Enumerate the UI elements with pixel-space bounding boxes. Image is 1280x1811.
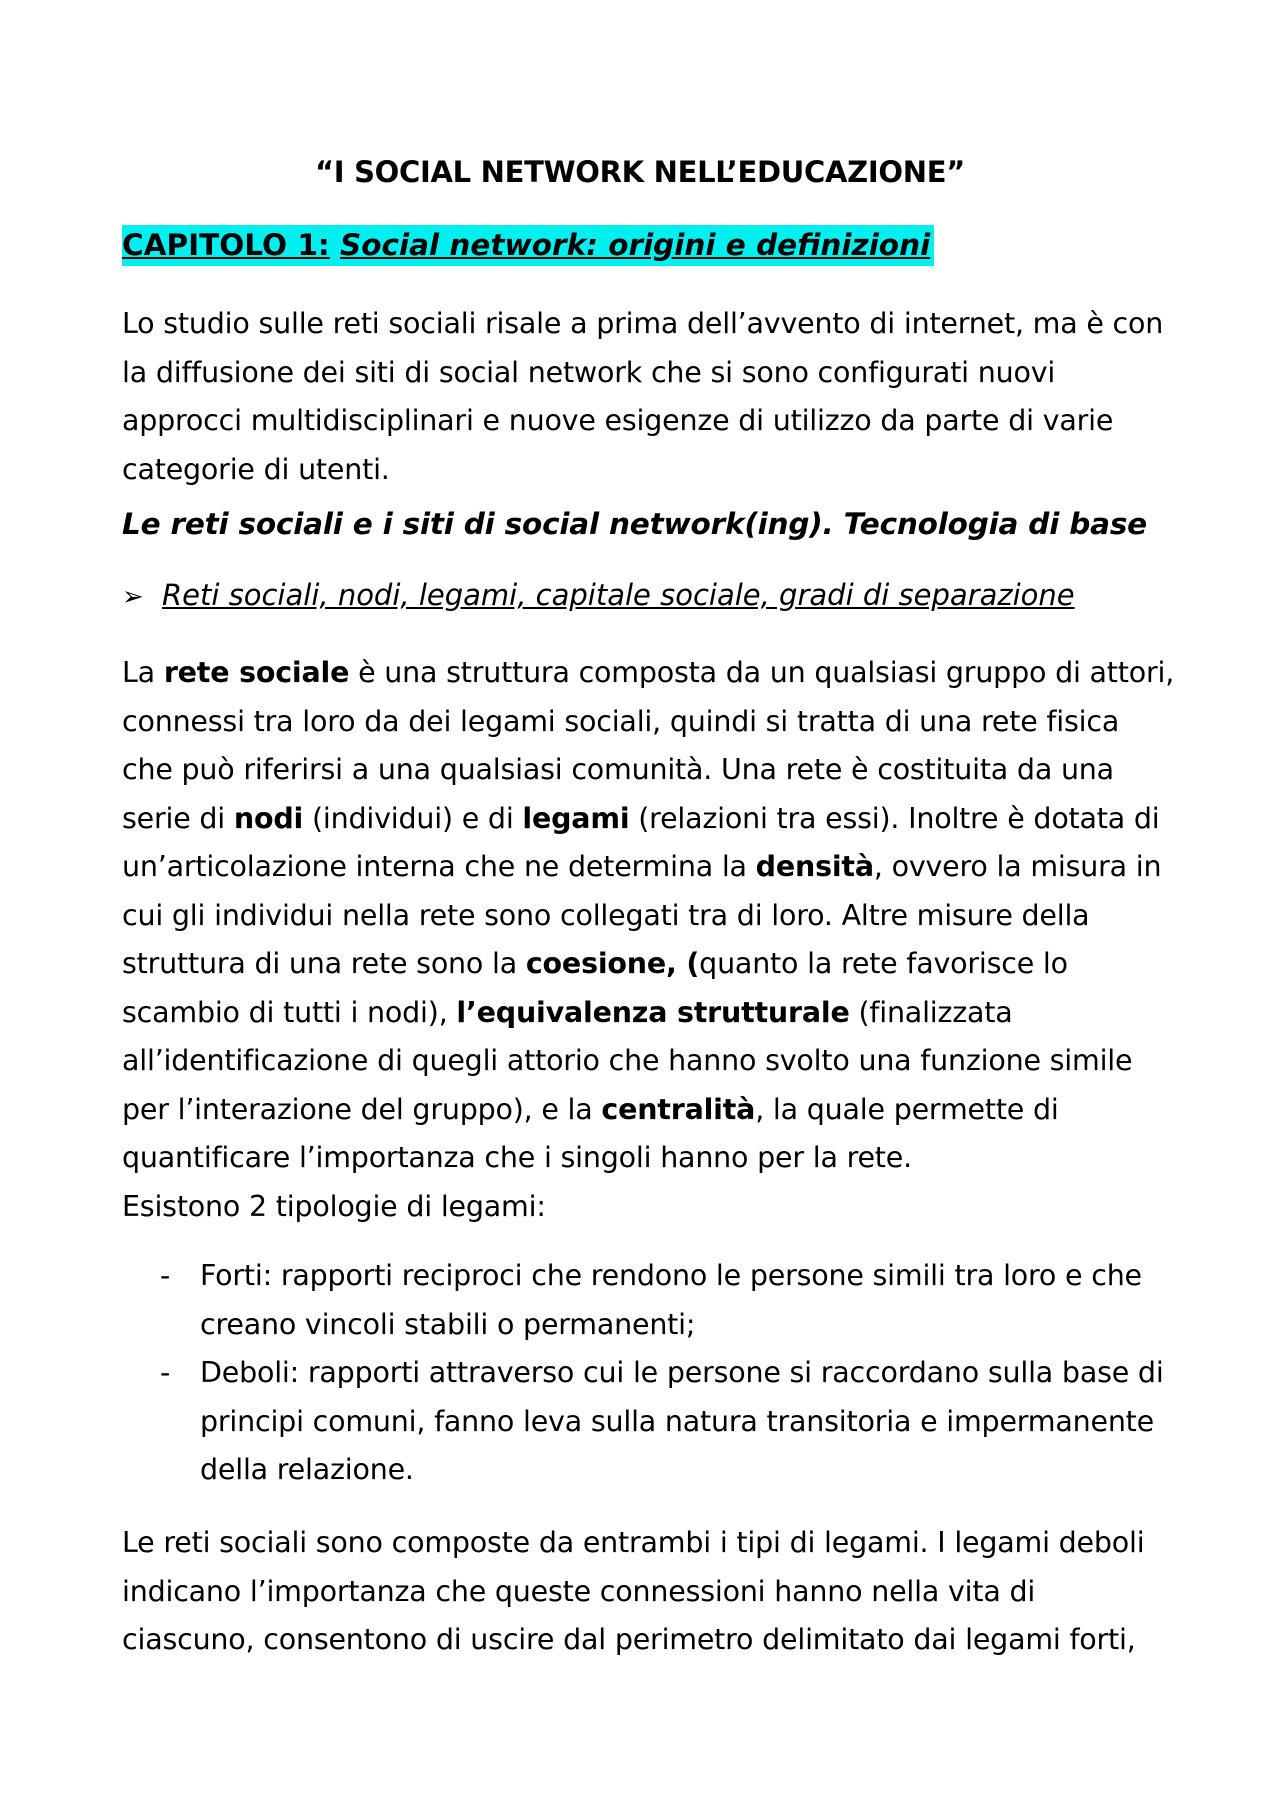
bullet-heading xyxy=(122,578,1075,612)
body-paragraph xyxy=(122,649,1175,1231)
text-run: , ovvero la misura in xyxy=(873,850,1162,883)
text-run: , la quale permette di xyxy=(755,1092,1059,1126)
text-line: quantificare l’importanza che i singoli hanno per la rete. xyxy=(122,1141,912,1174)
text-line: all’identificazione di quegli attorio che hanno svolto una funzione simile xyxy=(122,1044,1133,1077)
text-line: connessi tra loro da dei legami sociali, quindi si tratta di una rete fisica xyxy=(122,704,1120,738)
text-line: la diffusione dei siti di social network che si sono configurati nuovi xyxy=(122,355,1056,389)
bullet-heading-text: Reti sociali, nodi, legami, capitale sociale, gradi di separazione xyxy=(162,578,1075,612)
text-line xyxy=(122,795,1172,844)
text-line: principi comuni, fanno leva sulla natura transitoria e impermanente xyxy=(200,1404,1154,1438)
text-run: è una struttura composta da un qualsiasi gruppo di attori, xyxy=(349,656,1175,689)
text-line: Esistono 2 tipologie di legami: xyxy=(122,1189,546,1223)
chapter-heading xyxy=(122,225,934,266)
text-line xyxy=(122,843,1172,892)
list-item-body xyxy=(200,1349,1220,1495)
bold-term: rete sociale xyxy=(163,656,350,689)
bold-term: densità xyxy=(755,850,874,883)
text-line: indicano l’importanza che queste connessioni hanno nella vita di xyxy=(122,1574,1036,1608)
text-line: categorie di utenti. xyxy=(122,452,390,486)
list-dash: - xyxy=(160,1356,171,1389)
text-line: Forti: rapporti reciproci che rendono le persone simili tra loro e che xyxy=(200,1259,1142,1292)
text-run: La xyxy=(122,656,164,689)
text-run: (finalizzata xyxy=(849,995,1013,1029)
text-line: Deboli: rapporti attraverso cui le persone si raccordano sulla base di xyxy=(200,1356,1164,1389)
bold-term: nodi xyxy=(233,801,304,835)
arrow-bullet-icon: ➢ xyxy=(122,582,144,612)
text-line xyxy=(122,1086,1172,1135)
bold-term: legami xyxy=(522,801,630,835)
text-line: che può riferirsi a una qualsiasi comunità. Una rete è costituita da una xyxy=(122,753,1114,786)
text-run: quanto la rete favorisce lo xyxy=(699,947,1068,980)
closing-paragraph xyxy=(122,1519,1172,1665)
document-title: “I SOCIAL NETWORK NELL’EDUCAZIONE” xyxy=(315,155,965,189)
chapter-title: Social network: origini e definizioni xyxy=(339,228,931,262)
text-line: approcci multidisciplinari e nuove esigenze di utilizzo da parte di varie xyxy=(122,404,1114,437)
chapter-number: CAPITOLO 1: xyxy=(122,228,330,262)
text-line: cui gli individui nella rete sono collegati tra di loro. Altre misure della xyxy=(122,898,1090,932)
text-run: struttura di una rete sono la xyxy=(122,947,526,980)
text-line: della relazione. xyxy=(200,1453,414,1486)
text-line: Lo studio sulle reti sociali risale a prima dell’avvento di internet, ma è con xyxy=(122,307,1164,340)
bold-term: centralità xyxy=(601,1092,756,1126)
section-subheading: Le reti sociali e i siti di social network(ing). Tecnologia di base xyxy=(122,507,1147,541)
text-run: un’articolazione interna che ne determina la xyxy=(122,850,756,883)
text-line xyxy=(122,940,1172,989)
text-line: Le reti sociali sono composte da entrambi i tipi di legami. I legami deboli xyxy=(122,1526,1145,1559)
text-line xyxy=(122,989,1172,1038)
text-run: (relazioni tra essi). Inoltre è dotata di xyxy=(629,801,1160,835)
text-run: serie di xyxy=(122,801,234,835)
bold-term: coesione, ( xyxy=(525,947,700,980)
text-line: creano vincoli stabili o permanenti; xyxy=(200,1307,696,1341)
intro-paragraph xyxy=(122,300,1172,494)
text-run: (individui) e di xyxy=(303,801,523,835)
text-run: scambio di tutti i nodi), xyxy=(122,995,457,1029)
text-line: ciascuno, consentono di uscire dal perimetro delimitato dai legami forti, xyxy=(122,1623,1136,1656)
text-line xyxy=(122,649,1175,698)
bold-term: l’equivalenza strutturale xyxy=(456,995,850,1029)
list-item-body xyxy=(200,1252,1220,1349)
text-run: per l’interazione del gruppo), e la xyxy=(122,1092,602,1126)
list-dash: - xyxy=(160,1259,171,1292)
